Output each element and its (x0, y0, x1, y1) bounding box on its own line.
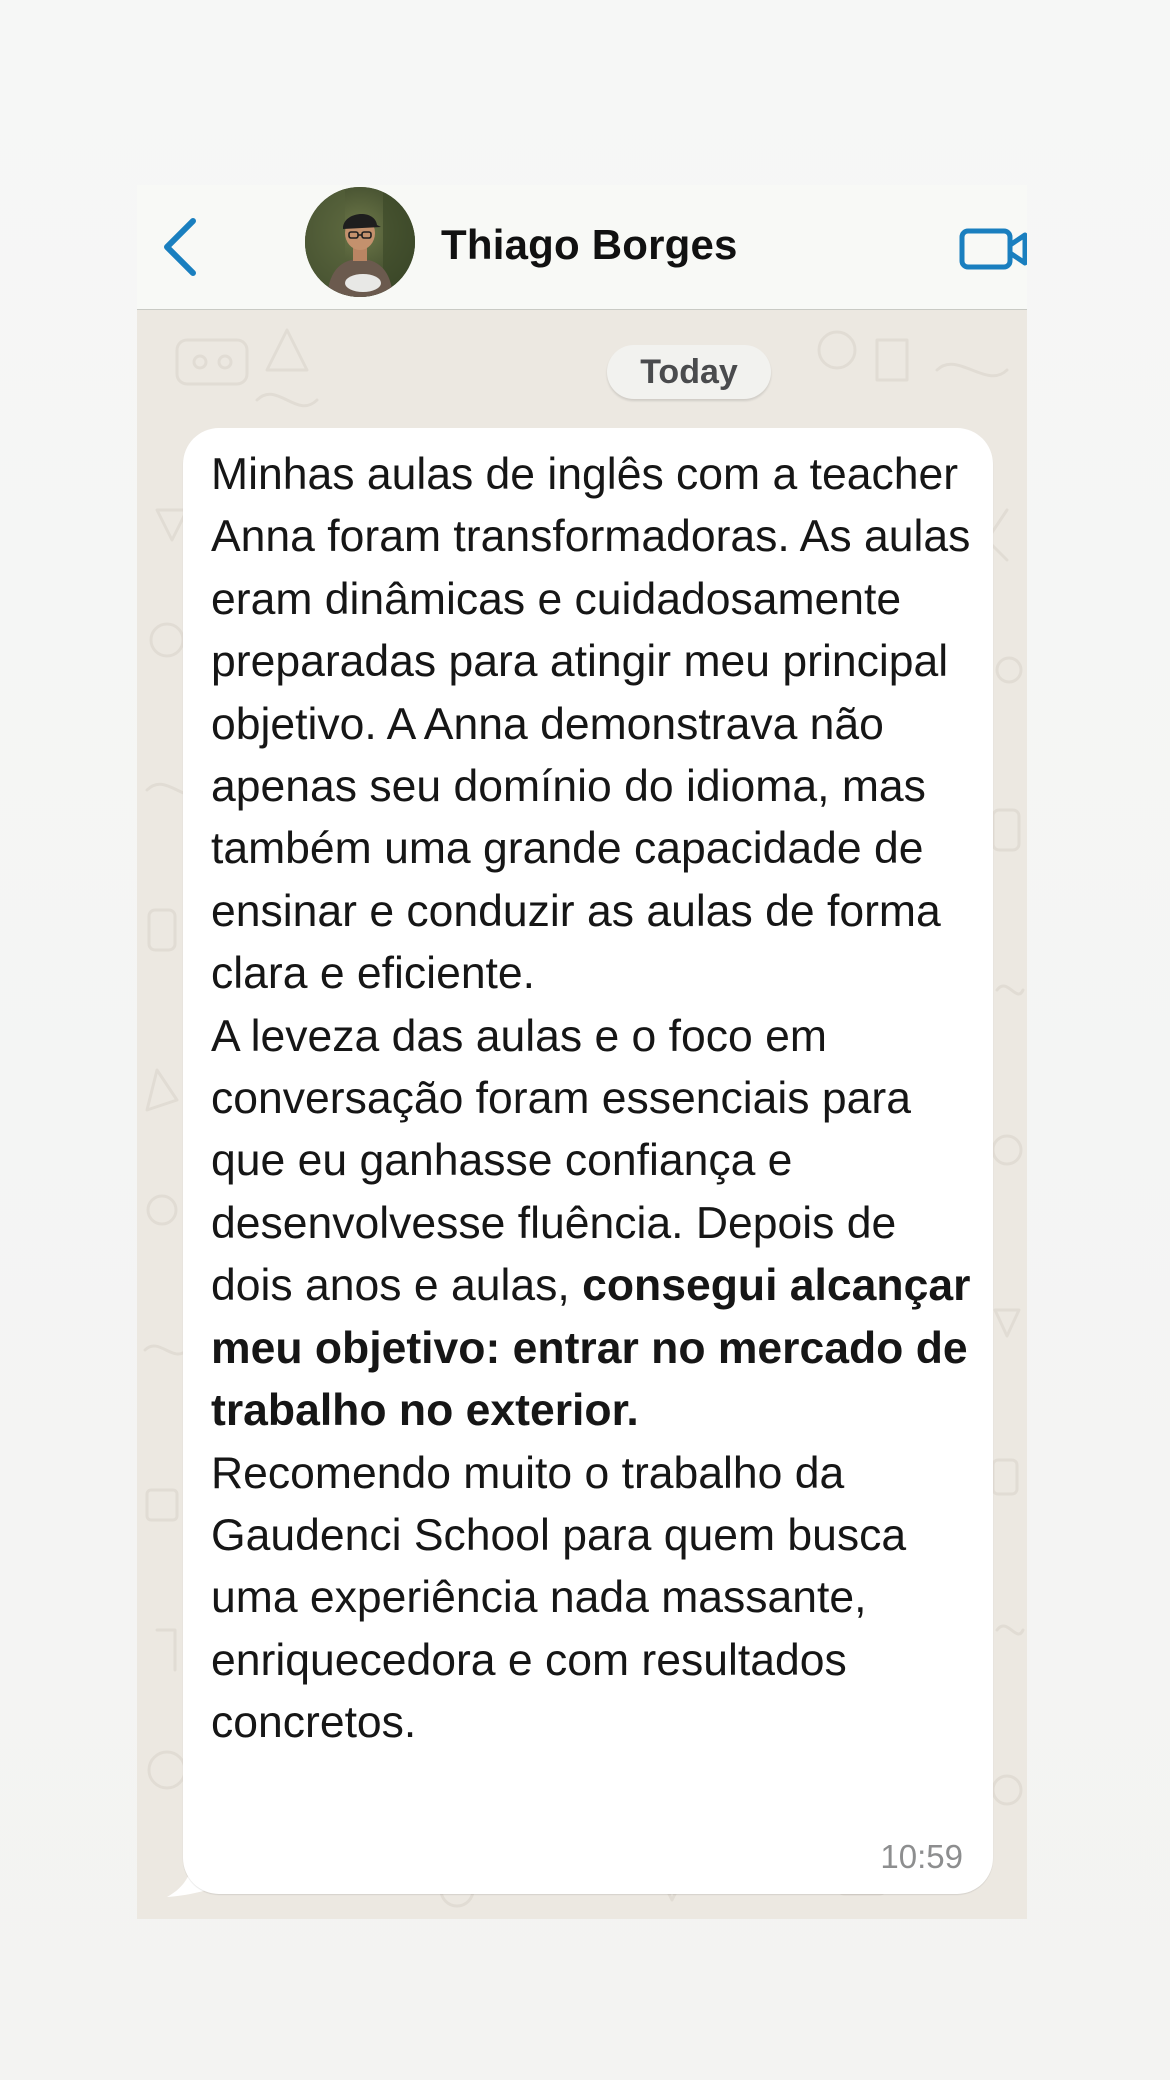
chevron-left-icon (157, 215, 207, 279)
incoming-message-bubble[interactable] (183, 428, 993, 1894)
back-button[interactable] (157, 215, 207, 279)
message-timestamp: 10:59 (880, 1838, 963, 1875)
contact-name[interactable]: Thiago Borges (441, 221, 738, 268)
message-text (211, 444, 981, 1755)
message-text-bold: consegui alcançar meu objetivo: entrar no mercado de trabalho no exterior. (211, 1261, 971, 1436)
avatar-photo (305, 187, 415, 297)
avatar[interactable] (305, 187, 415, 297)
chat-screen (137, 185, 1027, 1919)
chat-header (137, 185, 1027, 310)
video-call-button[interactable] (959, 219, 1027, 279)
video-camera-icon (959, 219, 1027, 279)
message-text-part-2: Recomendo muito o trabalho da Gaudenci School para quem busca uma experiência nada massante, enriquecedora e com resultados concretos. (211, 1448, 907, 1748)
message-text-part-1: Minhas aulas de inglês com a teacher Anna foram transformadoras. As aulas eram dinâmicas e cuidadosamente preparadas para atingir meu principal objetivo. A Anna demonstrava não apenas seu domínio do idioma, mas também uma grande capacidade de ensinar e conduzir as aulas de forma clara e eficiente. A leveza das aulas e o foco em conversação foram essenciais para que eu ganhasse confiança e desenvolvesse fluência. Depois de dois anos e aulas, (211, 450, 971, 1311)
date-separator: Today (607, 345, 771, 399)
